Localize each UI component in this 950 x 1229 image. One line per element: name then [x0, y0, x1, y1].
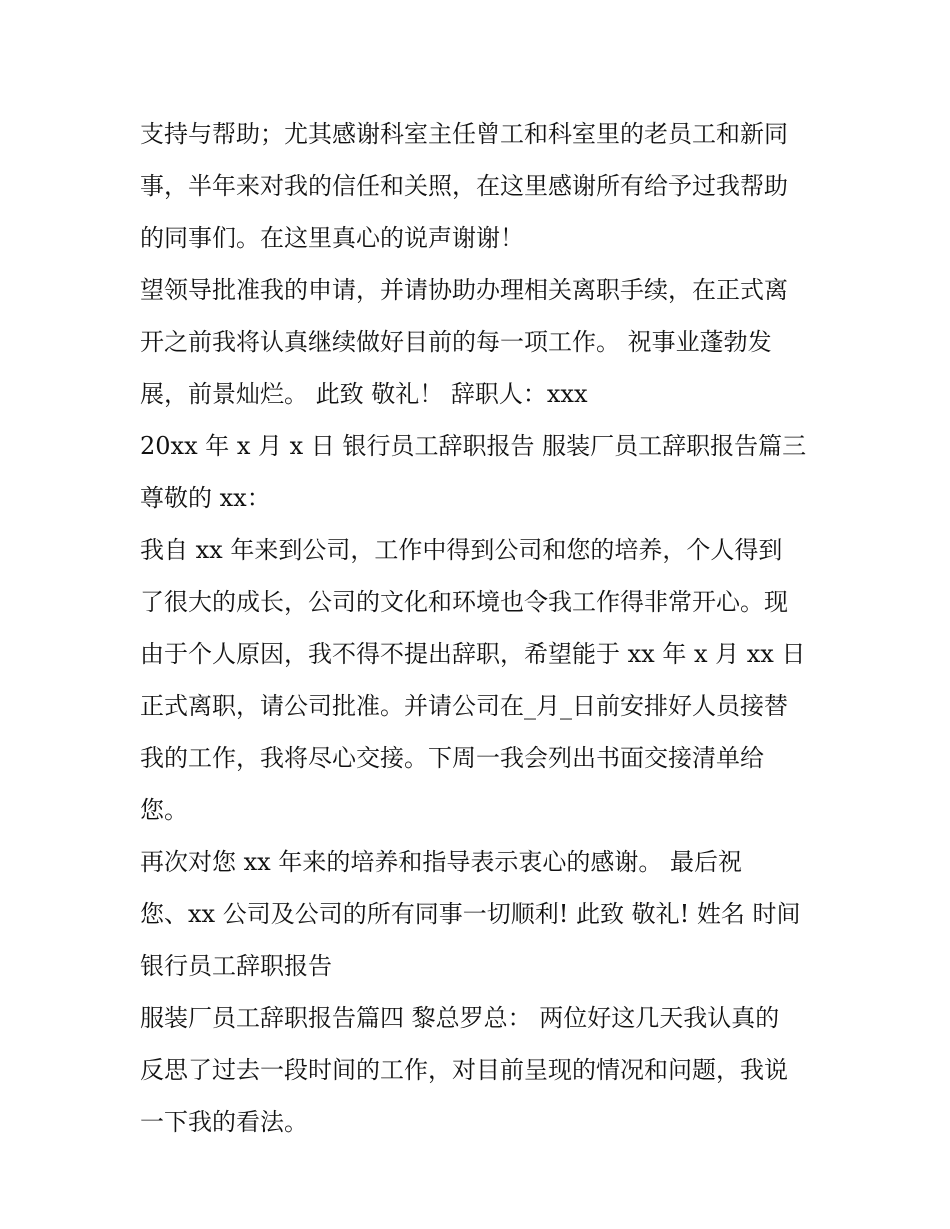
text-line: 一下我的看法。 — [140, 1108, 308, 1136]
text-line: 20xx 年 x 月 x 日 银行员工辞职报告 服装厂员工辞职报告篇三 — [140, 432, 807, 460]
text-line: 尊敬的 xx： — [140, 484, 271, 512]
text-line: 服装厂员工辞职报告篇四 黎总罗总： 两位好这几天我认真的 — [140, 1004, 780, 1032]
text-line: 展，前景灿烂。 此致 敬礼！ 辞职人：xxx — [140, 380, 588, 408]
document-body — [140, 108, 830, 1148]
text-line: 您、xx 公司及公司的所有同事一切顺利! 此致 敬礼! 姓名 时间 — [140, 900, 801, 928]
text-line: 望领导批准我的申请，并请协助办理相关离职手续，在正式离 — [140, 276, 788, 304]
text-line: 您。 — [140, 796, 188, 824]
text-line: 事，半年来对我的信任和关照，在这里感谢所有给予过我帮助 — [140, 172, 788, 200]
text-line: 再次对您 xx 年来的培养和指导表示衷心的感谢。 最后祝 — [140, 848, 742, 876]
text-line: 的同事们。在这里真心的说声谢谢！ — [140, 224, 524, 252]
text-line: 我的工作，我将尽心交接。下周一我会列出书面交接清单给 — [140, 744, 764, 772]
text-line: 正式离职，请公司批准。并请公司在_月_日前安排好人员接替 — [140, 692, 788, 720]
text-line: 我自 xx 年来到公司，工作中得到公司和您的培养，个人得到 — [140, 536, 783, 564]
text-line: 反思了过去一段时间的工作，对目前呈现的情况和问题，我说 — [140, 1056, 788, 1084]
text-line: 银行员工辞职报告 — [140, 952, 332, 980]
text-line: 支持与帮助；尤其感谢科室主任曾工和科室里的老员工和新同 — [140, 120, 788, 148]
text-line: 了很大的成长，公司的文化和环境也令我工作得非常开心。现 — [140, 588, 788, 616]
text-line: 开之前我将认真继续做好目前的每一项工作。 祝事业蓬勃发 — [140, 328, 772, 356]
text-line: 由于个人原因，我不得不提出辞职，希望能于 xx 年 x 月 xx 日 — [140, 640, 806, 668]
